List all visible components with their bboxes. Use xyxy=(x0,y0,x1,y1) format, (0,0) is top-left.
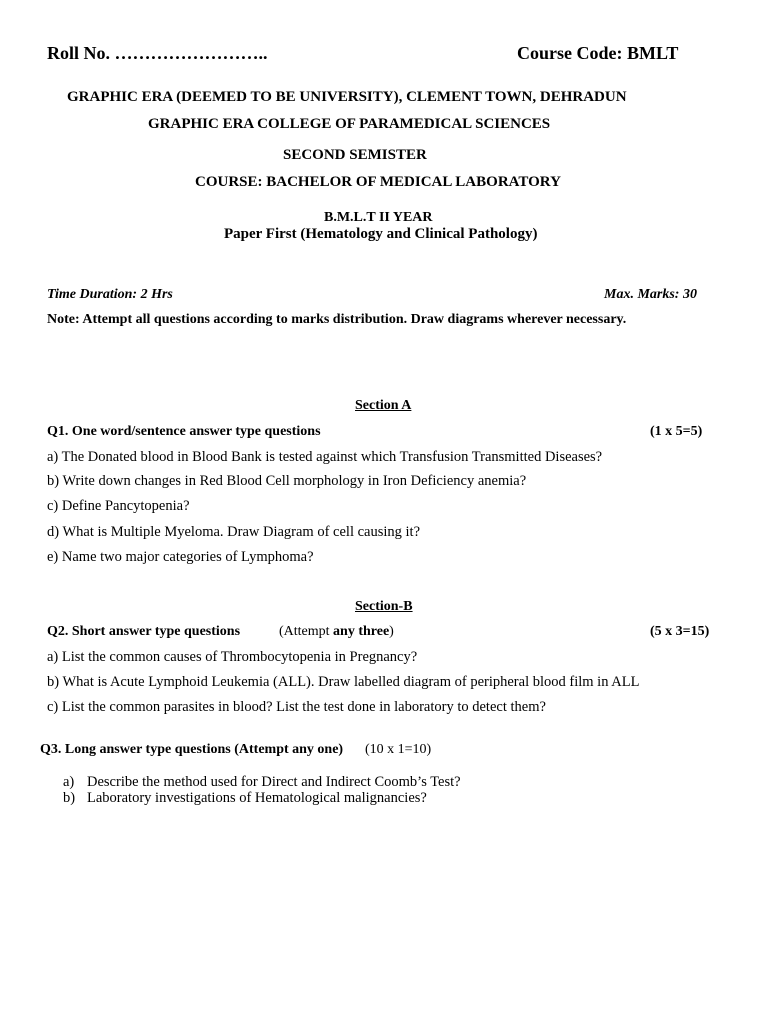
q3-heading: Q3. Long answer type questions (Attempt any one) xyxy=(40,742,344,757)
q3-marks: (10 x 1=10) xyxy=(365,742,432,757)
max-marks: Max. Marks: 30 xyxy=(604,287,697,302)
exam-note: Note: Attempt all questions according to marks distribution. Draw diagrams wherever necessary. xyxy=(47,312,627,327)
roll-number: Roll No. …………………….. xyxy=(47,43,268,63)
semester-label: SECOND SEMISTER xyxy=(283,147,427,163)
year-label: B.M.L.T II YEAR xyxy=(324,210,433,225)
q1-item-a: a) The Donated blood in Blood Bank is tested against which Transfusion Transmitted Diseases? xyxy=(47,449,603,465)
q1-marks: (1 x 5=5) xyxy=(650,424,703,439)
q3-item-b-label: b) xyxy=(63,790,76,806)
time-duration: Time Duration: 2 Hrs xyxy=(47,287,173,302)
q1-item-c: c) Define Pancytopenia? xyxy=(47,498,190,514)
q3-item-b: Laboratory investigations of Hematological malignancies? xyxy=(87,790,427,806)
q3-item-a: Describe the method used for Direct and Indirect Coomb’s Test? xyxy=(87,774,461,790)
q2-item-b: b) What is Acute Lymphoid Leukemia (ALL). Draw labelled diagram of peripheral blood film in ALL xyxy=(47,674,640,690)
q2-item-a: a) List the common causes of Thrombocytopenia in Pregnancy? xyxy=(47,649,418,665)
q1-item-e: e) Name two major categories of Lymphoma? xyxy=(47,549,314,565)
q1-item-b: b) Write down changes in Red Blood Cell morphology in Iron Deficiency anemia? xyxy=(47,473,527,489)
paper-title: Paper First (Hematology and Clinical Pathology) xyxy=(224,226,538,242)
q2-attempt-note: (Attempt any three) xyxy=(279,624,394,639)
section-a-title: Section A xyxy=(355,398,412,413)
college-name: GRAPHIC ERA COLLEGE OF PARAMEDICAL SCIENCES xyxy=(148,116,551,132)
q2-marks: (5 x 3=15) xyxy=(650,624,710,639)
q2-item-c: c) List the common parasites in blood? List the test done in laboratory to detect them? xyxy=(47,699,546,715)
course-code: Course Code: BMLT xyxy=(517,43,679,63)
section-b-title: Section-B xyxy=(355,599,413,614)
q3-item-a-label: a) xyxy=(63,774,75,790)
q1-item-d: d) What is Multiple Myeloma. Draw Diagram of cell causing it? xyxy=(47,524,421,540)
course-label: COURSE: BACHELOR OF MEDICAL LABORATORY xyxy=(195,174,561,190)
university-name: GRAPHIC ERA (DEEMED TO BE UNIVERSITY), CLEMENT TOWN, DEHRADUN xyxy=(67,89,627,105)
q2-heading: Q2. Short answer type questions xyxy=(47,624,241,639)
q1-heading: Q1. One word/sentence answer type questions xyxy=(47,424,321,439)
